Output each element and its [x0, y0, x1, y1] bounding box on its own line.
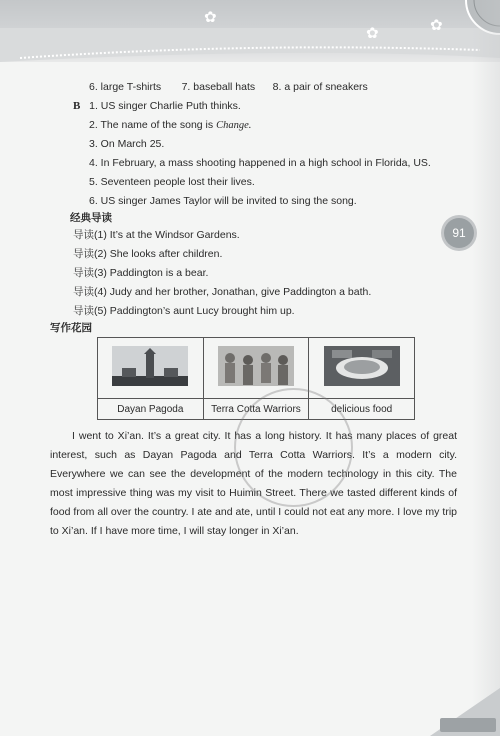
- option-7: 7. baseball hats: [181, 81, 256, 93]
- jingdian-item-2: 导读(2) She looks after children.: [73, 248, 223, 260]
- jingdian-item-3: 导读(3) Paddington is a bear.: [73, 267, 209, 279]
- answer-text: 1. US singer Charlie Puth thinks.: [89, 100, 241, 112]
- right-margin-strip: [472, 0, 500, 736]
- flower-icon: ✿: [204, 9, 217, 26]
- dayan-pagoda-photo: [112, 346, 188, 386]
- section-b-item-3: 3. On March 25.: [89, 138, 165, 150]
- photo-cell: [309, 338, 415, 399]
- photo-cell: [98, 338, 204, 399]
- section-a-tail: [89, 80, 368, 94]
- delicious-food-photo: [324, 346, 400, 386]
- option-8: 8. a pair of sneakers: [272, 81, 368, 93]
- section-b-letter: B: [73, 100, 81, 112]
- writing-heading: 写作花园: [50, 322, 92, 334]
- caption-delicious-food: delicious food: [309, 399, 415, 420]
- jingdian-heading: 经典导读: [70, 212, 112, 224]
- song-name: Change.: [216, 120, 252, 131]
- section-b-item-6: 6. US singer James Taylor will be invited to sing the song.: [89, 195, 357, 207]
- answer-text: 2. The name of the song is: [89, 119, 217, 131]
- essay-paragraph: I went to Xi’an. It’s a great city. It has a long history. It has many places of great interest, such as Dayan Pagoda and Terra Cotta Warriors. It’s a modern city. Everywhere we can see the development of the modern technology in this city. The most impressive thing was my visit to Huimin Street. There we tasted different kinds of food from all over the country. I ate and ate, until I could not eat any more. I love my trip to Xi’an. If I have more time, I will stay longer in Xi’an.: [50, 430, 457, 537]
- caption-terra-cotta-warriors: Terra Cotta Warriors: [203, 399, 309, 420]
- section-b-item-2: [89, 118, 251, 133]
- option-6: 6. large T-shirts: [89, 81, 162, 93]
- terra-cotta-warriors-photo: [218, 346, 294, 386]
- flower-icon: ✿: [366, 25, 379, 42]
- flower-icon: ✿: [430, 17, 443, 34]
- watermark-stamp: [234, 388, 353, 507]
- caption-dayan-pagoda: Dayan Pagoda: [98, 399, 204, 420]
- jingdian-item-4: 导读(4) Judy and her brother, Jonathan, give Paddington a bath.: [73, 286, 372, 298]
- jingdian-item-5: 导读(5) Paddington’s aunt Lucy brought him up.: [73, 305, 295, 317]
- jingdian-item-1: 导读(1) It’s at the Windsor Gardens.: [73, 229, 240, 241]
- section-b-item-4: 4. In February, a mass shooting happened in a high school in Florida, US.: [89, 157, 431, 169]
- section-b-item-1: [73, 99, 241, 113]
- section-b-item-5: 5. Seventeen people lost their lives.: [89, 176, 255, 188]
- corner-logo: [420, 688, 500, 736]
- header-decoration: [0, 25, 500, 88]
- page-number-badge: 91: [444, 218, 474, 248]
